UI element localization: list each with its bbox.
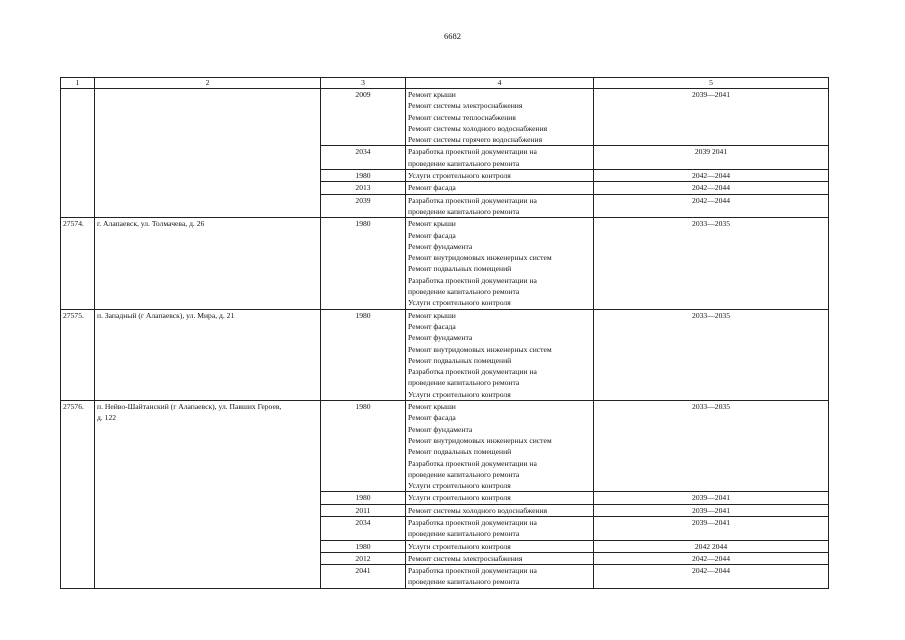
works-cell: Ремонт системы электроснабжения <box>406 552 594 564</box>
building-address <box>95 89 321 218</box>
period-cell: 2042—2044 <box>594 170 829 182</box>
works-cell: Ремонт крыши Ремонт фасада Ремонт фундамента Ремонт внутридомовых инженерных систем Ремонт подвальных помещений Разработка проектной документации на проведение капитального ремонта Услуги строительного контроля <box>406 309 594 400</box>
year-cell: 2011 <box>321 504 406 516</box>
period-cell: 2042—2044 <box>594 194 829 218</box>
year-cell: 2039 <box>321 194 406 218</box>
works-cell: Ремонт системы холодного водоснабжения <box>406 504 594 516</box>
table-row <box>61 309 829 400</box>
col-header-2: 2 <box>95 78 321 89</box>
year-cell: 2009 <box>321 89 406 146</box>
year-cell: 1980 <box>321 218 406 309</box>
works-cell: Услуги строительного контроля <box>406 170 594 182</box>
works-cell: Ремонт крыши Ремонт фасада Ремонт фундамента Ремонт внутридомовых инженерных систем Ремонт подвальных помещений Разработка проектной документации на проведение капитального ремонта Услуги строительного контроля <box>406 218 594 309</box>
period-cell: 2039 2041 <box>594 146 829 170</box>
table-row <box>61 89 829 146</box>
period-cell: 2039—2041 <box>594 516 829 540</box>
period-cell: 2042 2044 <box>594 540 829 552</box>
works-cell: Услуги строительного контроля <box>406 492 594 504</box>
works-cell: Ремонт крыши Ремонт фасада Ремонт фундамента Ремонт внутридомовых инженерных систем Ремонт подвальных помещений Разработка проектной документации на проведение капитального ремонта Услуги строительного контроля <box>406 401 594 492</box>
period-cell: 2033—2035 <box>594 309 829 400</box>
year-cell: 2034 <box>321 146 406 170</box>
building-address: г. Алапаевск, ул. Толмачева, д. 26 <box>95 218 321 309</box>
works-cell: Ремонт фасада <box>406 182 594 194</box>
year-cell: 2041 <box>321 565 406 589</box>
building-address: п. Западный (г Алапаевск), ул. Мира, д. 21 <box>95 309 321 400</box>
col-header-5: 5 <box>594 78 829 89</box>
period-cell: 2042—2044 <box>594 552 829 564</box>
page-number: 6682 <box>444 31 461 41</box>
works-cell: Разработка проектной документации на проведение капитального ремонта <box>406 565 594 589</box>
period-cell: 2039—2041 <box>594 504 829 516</box>
works-cell: Разработка проектной документации на проведение капитального ремонта <box>406 194 594 218</box>
table-row <box>61 401 829 492</box>
period-cell: 2033—2035 <box>594 401 829 492</box>
period-cell: 2042—2044 <box>594 565 829 589</box>
record-number <box>61 89 95 218</box>
header-row <box>61 78 829 89</box>
capital-repair-table <box>60 77 829 589</box>
year-cell: 1980 <box>321 170 406 182</box>
building-address: п. Нейво-Шайтанский (г Алапаевск), ул. Павших Героев, д. 122 <box>95 401 321 589</box>
period-cell: 2042—2044 <box>594 182 829 194</box>
works-cell: Разработка проектной документации на проведение капитального ремонта <box>406 516 594 540</box>
year-cell: 2012 <box>321 552 406 564</box>
year-cell: 2034 <box>321 516 406 540</box>
year-cell: 1980 <box>321 540 406 552</box>
record-number: 27575. <box>61 309 95 400</box>
works-cell: Услуги строительного контроля <box>406 540 594 552</box>
period-cell: 2033—2035 <box>594 218 829 309</box>
col-header-3: 3 <box>321 78 406 89</box>
year-cell: 2013 <box>321 182 406 194</box>
period-cell: 2039—2041 <box>594 89 829 146</box>
record-number: 27574. <box>61 218 95 309</box>
year-cell: 1980 <box>321 492 406 504</box>
col-header-1: 1 <box>61 78 95 89</box>
works-cell: Разработка проектной документации на проведение капитального ремонта <box>406 146 594 170</box>
period-cell: 2039—2041 <box>594 492 829 504</box>
record-number: 27576. <box>61 401 95 589</box>
year-cell: 1980 <box>321 401 406 492</box>
table-row <box>61 218 829 309</box>
works-cell: Ремонт крыши Ремонт системы электроснабжения Ремонт системы теплоснабжения Ремонт системы холодного водоснабжения Ремонт системы горячего водоснабжения <box>406 89 594 146</box>
year-cell: 1980 <box>321 309 406 400</box>
col-header-4: 4 <box>406 78 594 89</box>
